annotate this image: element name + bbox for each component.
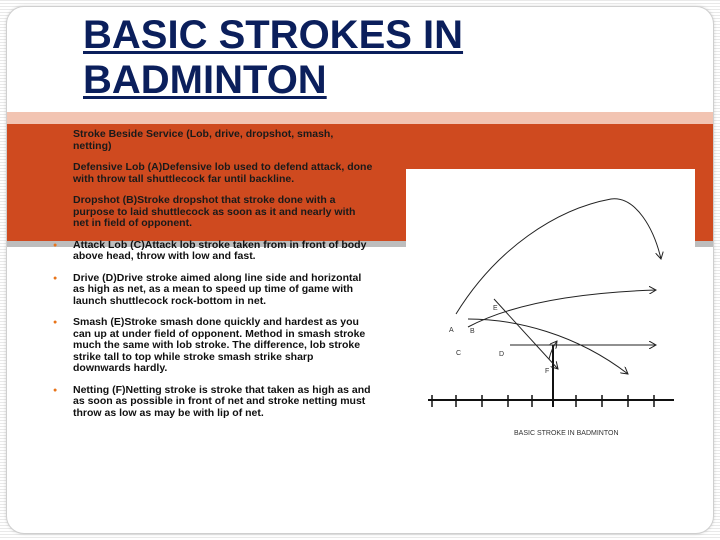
bullet-attack-lob: ● Attack Lob (C)Attack lob stroke taken from in front of body above head, throw with low and fast. bbox=[51, 240, 373, 263]
bullet-netting: ● Netting (F)Netting stroke is stroke that taken as high as and as soon as possible in front of net and stroke netting must throw as low as may be with lip of net. bbox=[51, 385, 373, 420]
title-line-1: BASIC STROKES IN bbox=[83, 13, 464, 57]
title-line-2: BADMINTON bbox=[83, 58, 327, 102]
paragraph-defensive-lob: Defensive Lob (A)Defensive lob used to defend attack, done with throw tall shuttlecock far until backline. bbox=[73, 161, 373, 185]
stroke-diagram bbox=[406, 169, 695, 444]
slide-card bbox=[6, 6, 714, 534]
label-d: D bbox=[499, 351, 505, 358]
trajectory-e bbox=[494, 299, 558, 369]
label-f: F bbox=[545, 368, 550, 375]
paragraph-strokes-intro: Stroke Beside Service (Lob, drive, dropshot, smash, netting) bbox=[73, 128, 334, 152]
paragraph-dropshot: Dropshot (B)Stroke dropshot that stroke done with a purpose to laid shuttlecock as soon as it and nearly with net in field of opponent. bbox=[73, 194, 356, 229]
label-c: C bbox=[456, 350, 462, 357]
header-band-light bbox=[7, 112, 713, 124]
diagram-caption: BASIC STROKE IN BADMINTON bbox=[514, 430, 619, 437]
bullet-drive: ● Drive (D)Drive stroke aimed along line side and horizontal as high as net, as a mean to speed up time of game with launch shuttlecock rock-bottom in net. bbox=[51, 273, 373, 308]
trajectory-c bbox=[468, 319, 628, 374]
label-e: E bbox=[493, 305, 498, 312]
label-b: B bbox=[470, 328, 475, 335]
bullet-smash: ● Smash (E)Stroke smash done quickly and hardest as you can up at under field of opponent. Method in smash stroke much the same with lob stroke. The difference, lob stroke strike tall to top while stroke smash strike sharp downwards hardly. bbox=[51, 317, 373, 375]
slide-body bbox=[51, 129, 373, 429]
slide-title bbox=[83, 13, 683, 103]
trajectory-a bbox=[456, 199, 661, 314]
label-a: A bbox=[449, 327, 454, 334]
stroke-diagram-svg bbox=[406, 169, 695, 444]
